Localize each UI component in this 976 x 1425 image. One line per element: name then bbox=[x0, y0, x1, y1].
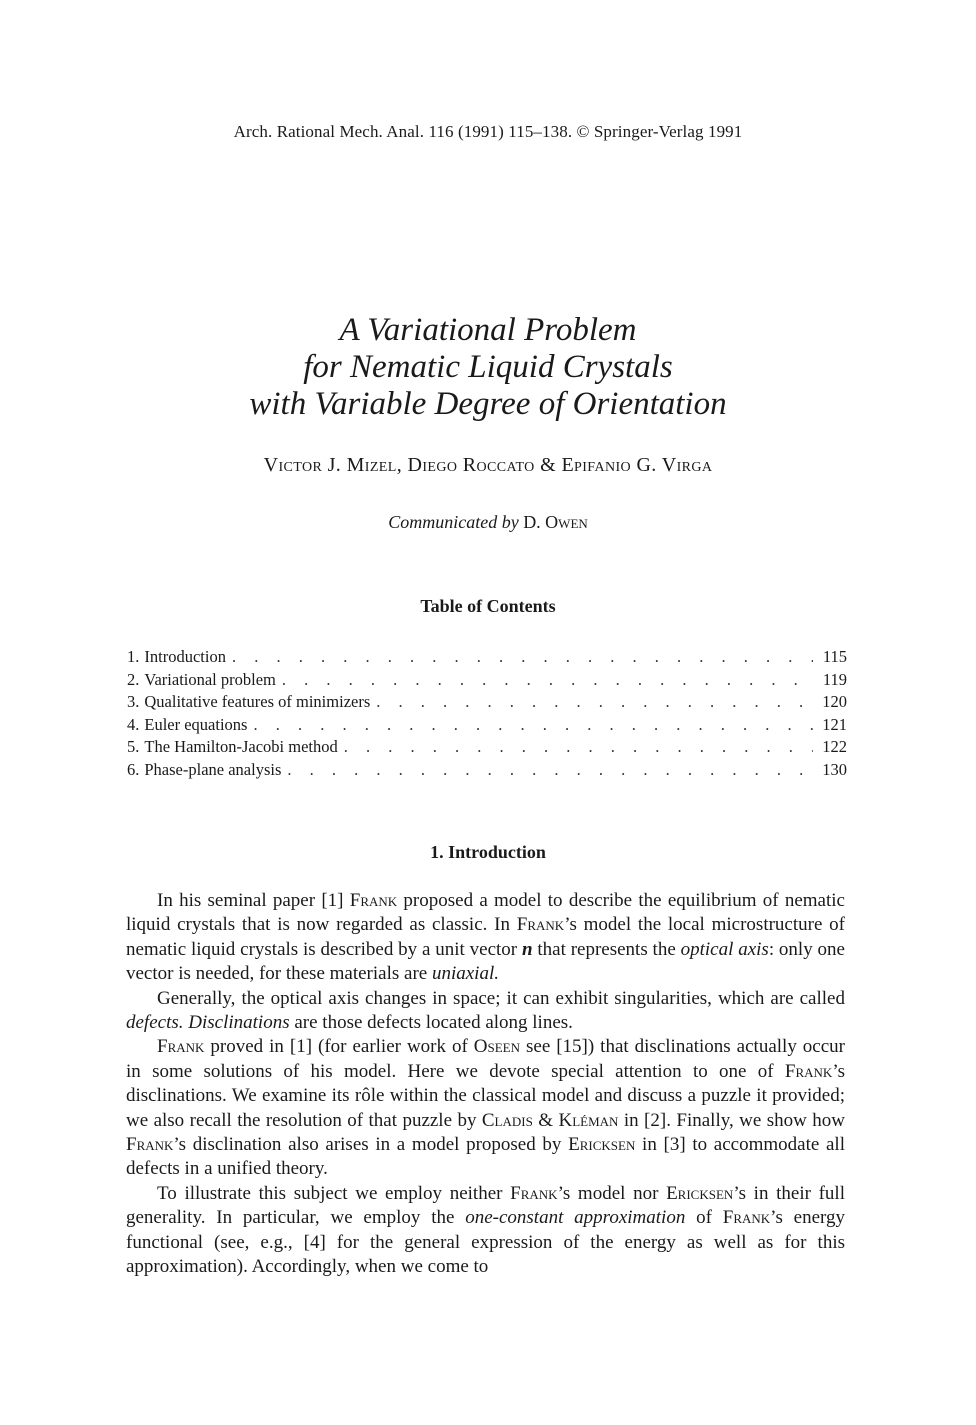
text-run: In his seminal paper [1] bbox=[157, 890, 350, 911]
paragraph bbox=[126, 1182, 845, 1280]
journal-citation: Arch. Rational Mech. Anal. 116 (1991) 115–138. © Springer-Verlag 1991 bbox=[233, 122, 743, 141]
toc-leader-dots bbox=[232, 646, 813, 669]
name-oseen: Oseen bbox=[473, 1036, 521, 1058]
toc-entry-page: 121 bbox=[822, 714, 847, 734]
text-run: of bbox=[685, 1207, 723, 1229]
toc-leader-dots bbox=[282, 669, 813, 692]
name-frank: Frank bbox=[510, 1182, 558, 1204]
toc-leader-dots bbox=[287, 759, 813, 782]
name-ericksen: Ericksen bbox=[568, 1134, 636, 1156]
communicated-by bbox=[0, 512, 976, 533]
text-run: ’s in their full generality. In particular, we employ the bbox=[126, 1182, 845, 1229]
author-separator: & bbox=[534, 454, 562, 476]
paragraph bbox=[126, 889, 845, 987]
name-frank: Frank bbox=[516, 914, 565, 936]
toc-leader-dots bbox=[344, 736, 813, 759]
name-frank: Frank bbox=[784, 1060, 833, 1082]
author-mizel: Victor J. Mizel bbox=[263, 454, 397, 476]
communicating-editor: D. Owen bbox=[523, 512, 588, 532]
text-run: in [3] to accommodate all defects in a unified theory. bbox=[126, 1134, 845, 1180]
text-run: ’s model the local microstructure of nematic liquid crystals is described by a unit vector bbox=[126, 914, 845, 960]
toc-entry-label: The Hamilton-Jacobi method bbox=[144, 737, 338, 757]
toc-entry-page: 122 bbox=[822, 737, 847, 757]
toc-entry-label: Introduction bbox=[144, 647, 226, 666]
text-run: ’s disclination also arises in a model proposed by bbox=[173, 1134, 569, 1156]
toc-entry-number: 4. bbox=[127, 714, 140, 734]
title-line-1: A Variational Problem bbox=[339, 312, 637, 348]
paragraph bbox=[126, 987, 845, 1036]
name-frank: Frank bbox=[349, 890, 398, 911]
toc-entry-label: Euler equations bbox=[144, 714, 248, 734]
vector-symbol: n bbox=[521, 938, 533, 960]
name-cladis: Cladis bbox=[481, 1109, 533, 1131]
paragraph bbox=[126, 1035, 845, 1181]
author-roccato: Diego Roccato bbox=[407, 454, 535, 476]
toc-entry-number: 5. bbox=[127, 737, 140, 757]
text-run: ’s disclinations. We examine its rôle within the classical model and discuss a puzzle it provided; we also recall the resolution of that puzzle by bbox=[126, 1060, 845, 1131]
name-kleman: Kléman bbox=[558, 1109, 619, 1131]
text-run: proved in [1] (for earlier work of bbox=[204, 1036, 474, 1058]
name-frank: Frank bbox=[157, 1036, 205, 1058]
paper-title bbox=[0, 312, 976, 423]
text-run: ’s model nor bbox=[557, 1182, 667, 1204]
author-separator: , bbox=[396, 454, 408, 476]
author-list bbox=[0, 454, 976, 477]
text-run: Generally, the optical axis changes in space; it can exhibit singularities, which are called bbox=[157, 987, 845, 1009]
table-of-contents bbox=[127, 646, 847, 782]
toc-entry-page: 119 bbox=[822, 669, 847, 689]
toc-entry bbox=[127, 691, 847, 714]
toc-entry-page: 130 bbox=[822, 759, 847, 779]
text-run: : only one vector is needed, for these materials are bbox=[126, 938, 845, 985]
section-body bbox=[126, 889, 845, 1280]
name-ericksen: Ericksen bbox=[666, 1182, 734, 1204]
emphasis: uniaxial. bbox=[431, 963, 499, 985]
text-run: that represents the bbox=[532, 938, 681, 960]
title-line-2: for Nematic Liquid Crystals bbox=[303, 349, 673, 385]
toc-entry-page: 120 bbox=[822, 692, 847, 712]
title-line-3: with Variable Degree of Orientation bbox=[249, 386, 727, 422]
name-frank: Frank bbox=[126, 1134, 174, 1156]
toc-heading: Table of Contents bbox=[420, 596, 556, 616]
toc-entry bbox=[127, 669, 847, 692]
text-run: & bbox=[532, 1109, 559, 1131]
toc-entry-number: 3. bbox=[127, 692, 140, 712]
toc-entry bbox=[127, 736, 847, 759]
toc-leader-dots bbox=[376, 691, 813, 714]
emphasis: Disclinations bbox=[188, 1012, 290, 1034]
name-frank: Frank bbox=[722, 1207, 771, 1229]
toc-entry-label: Phase-plane analysis bbox=[144, 759, 282, 779]
text-run: see [15]) that disclinations actually occur in some solutions of his model. Here we devote special attention to one of bbox=[126, 1036, 845, 1082]
toc-entry-number: 1. bbox=[127, 647, 140, 666]
toc-leader-dots bbox=[253, 714, 813, 737]
toc-entry-number: 2. bbox=[127, 669, 140, 689]
text-run: To illustrate this subject we employ neither bbox=[157, 1182, 511, 1204]
section-heading: 1. Introduction bbox=[430, 842, 546, 862]
toc-entry bbox=[127, 646, 847, 669]
text-run: are those defects located along lines. bbox=[289, 1012, 573, 1034]
toc-entry-label: Variational problem bbox=[144, 669, 276, 689]
text-run: ’s energy functional (see, e.g., [4] for the general expression of the energy as well as for this approximation). Accordingly, when we come to bbox=[126, 1207, 845, 1278]
toc-entry bbox=[127, 714, 847, 737]
communicated-lead: Communicated by bbox=[388, 512, 519, 532]
text-run: proposed a model to describe the equilibrium of nematic liquid crystals that is now regarded as classic. In bbox=[126, 890, 845, 936]
toc-entry bbox=[127, 759, 847, 782]
toc-entry-number: 6. bbox=[127, 759, 140, 779]
author-virga: Epifanio G. Virga bbox=[561, 454, 713, 476]
toc-entry-page: 115 bbox=[822, 647, 847, 666]
emphasis: one-constant approximation bbox=[465, 1207, 686, 1229]
toc-entry-label: Qualitative features of minimizers bbox=[144, 692, 371, 712]
text-run: in [2]. Finally, we show how bbox=[618, 1109, 846, 1131]
emphasis: optical axis bbox=[680, 938, 769, 960]
emphasis: defects. bbox=[126, 1012, 184, 1034]
